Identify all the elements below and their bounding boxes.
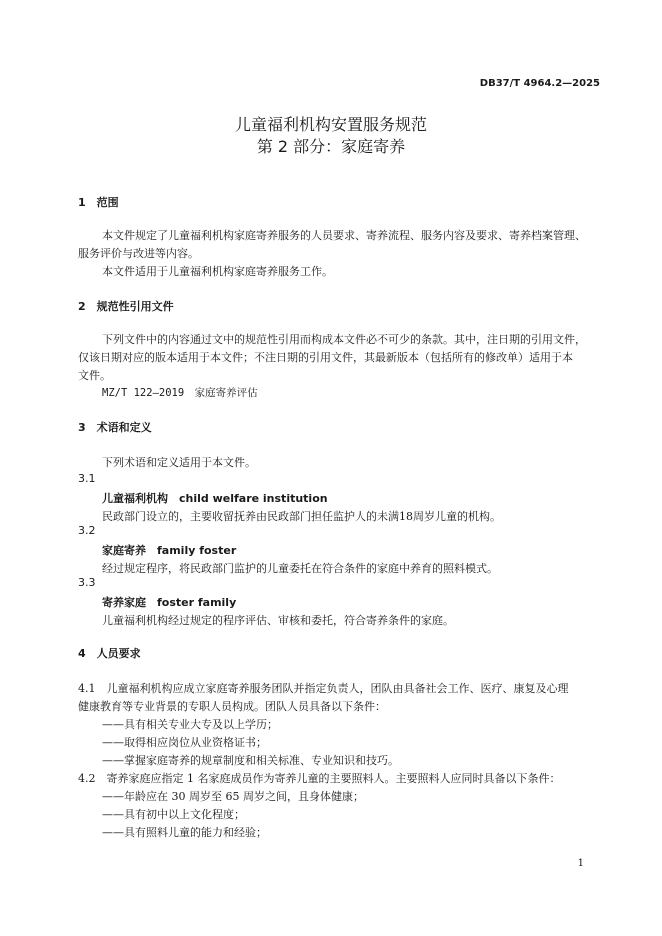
document-title: 儿童福利机构安置服务规范 [234,115,427,134]
term-3-2-number: 3.2 [78,524,96,537]
clause-4-2-item-1: ——年龄应在 30 周岁至 65 周岁之间，且身体健康； [102,790,364,803]
section-3-heading: 3 术语和定义 [78,421,152,434]
section-4-heading: 4 人员要求 [78,647,141,660]
clause-4-2-item-3: ——具有照料儿童的能力和经验； [102,826,267,839]
s2-paragraph-line-2: 仅该日期对应的版本适用于本文件；不注日期的引用文件，其最新版本（包括所有的修改单）适用于本 [78,351,573,364]
s2-paragraph-line-1: 下列文件中的内容通过文中的规范性引用而构成本文件必不可少的条款。其中，注日期的引用文件， [102,333,586,346]
s2-reference: MZ/T 122—2019 家庭寄养评估 [102,387,258,399]
s1-paragraph-1-line-1: 本文件规定了儿童福利机构家庭寄养服务的人员要求、寄养流程、服务内容及要求、寄养档案管理、 [102,229,586,242]
clause-4-1-line-2: 健康教育等专业背景的专职人员构成。团队人员具备以下条件： [78,700,386,713]
clause-4-1-item-2: ——取得相应岗位从业资格证书； [102,736,267,749]
s1-paragraph-2: 本文件适用于儿童福利机构家庭寄养服务工作。 [102,265,333,278]
s3-intro: 下列术语和定义适用于本文件。 [102,456,256,469]
term-3-1-name: 儿童福利机构 child welfare institution [102,492,328,505]
clause-4-2-item-2: ——具有初中以上文化程度； [102,808,245,821]
clause-4-1-item-1: ——具有相关专业大专及以上学历； [102,718,278,731]
s1-paragraph-1-line-2: 服务评价与改进等内容。 [78,247,199,260]
section-2-heading: 2 规范性引用文件 [78,300,174,313]
page-number: 1 [577,858,584,869]
term-3-1-definition: 民政部门设立的，主要收留抚养由民政部门担任监护人的未满18周岁儿童的机构。 [102,510,501,523]
term-3-3-definition: 儿童福利机构经过规定的程序评估、审核和委托，符合寄养条件的家庭。 [102,614,454,627]
standard-number: DB37/T 4964.2—2025 [479,78,600,89]
term-3-2-name: 家庭寄养 family foster [102,544,237,557]
term-3-3-number: 3.3 [78,576,96,589]
clause-4-1-item-3: ——掌握家庭寄养的规章制度和相关标准、专业知识和技巧。 [102,754,399,767]
term-3-2-definition: 经过规定程序，将民政部门监护的儿童委托在符合条件的家庭中养育的照料模式。 [102,562,498,575]
clause-4-2: 4.2 寄养家庭应指定 1 名家庭成员作为寄养儿童的主要照料人。主要照料人应同时具备以下条件： [78,772,561,785]
term-3-1-number: 3.1 [78,472,96,485]
section-1-heading: 1 范围 [78,196,119,209]
term-3-3-name: 寄养家庭 foster family [102,596,237,609]
clause-4-1-line-1: 4.1 儿童福利机构应成立家庭寄养服务团队并指定负责人，团队由具备社会工作、医疗、康复及心理 [78,682,569,695]
s2-paragraph-line-3: 文件。 [78,369,111,382]
document-subtitle: 第 2 部分：家庭寄养 [256,137,406,156]
